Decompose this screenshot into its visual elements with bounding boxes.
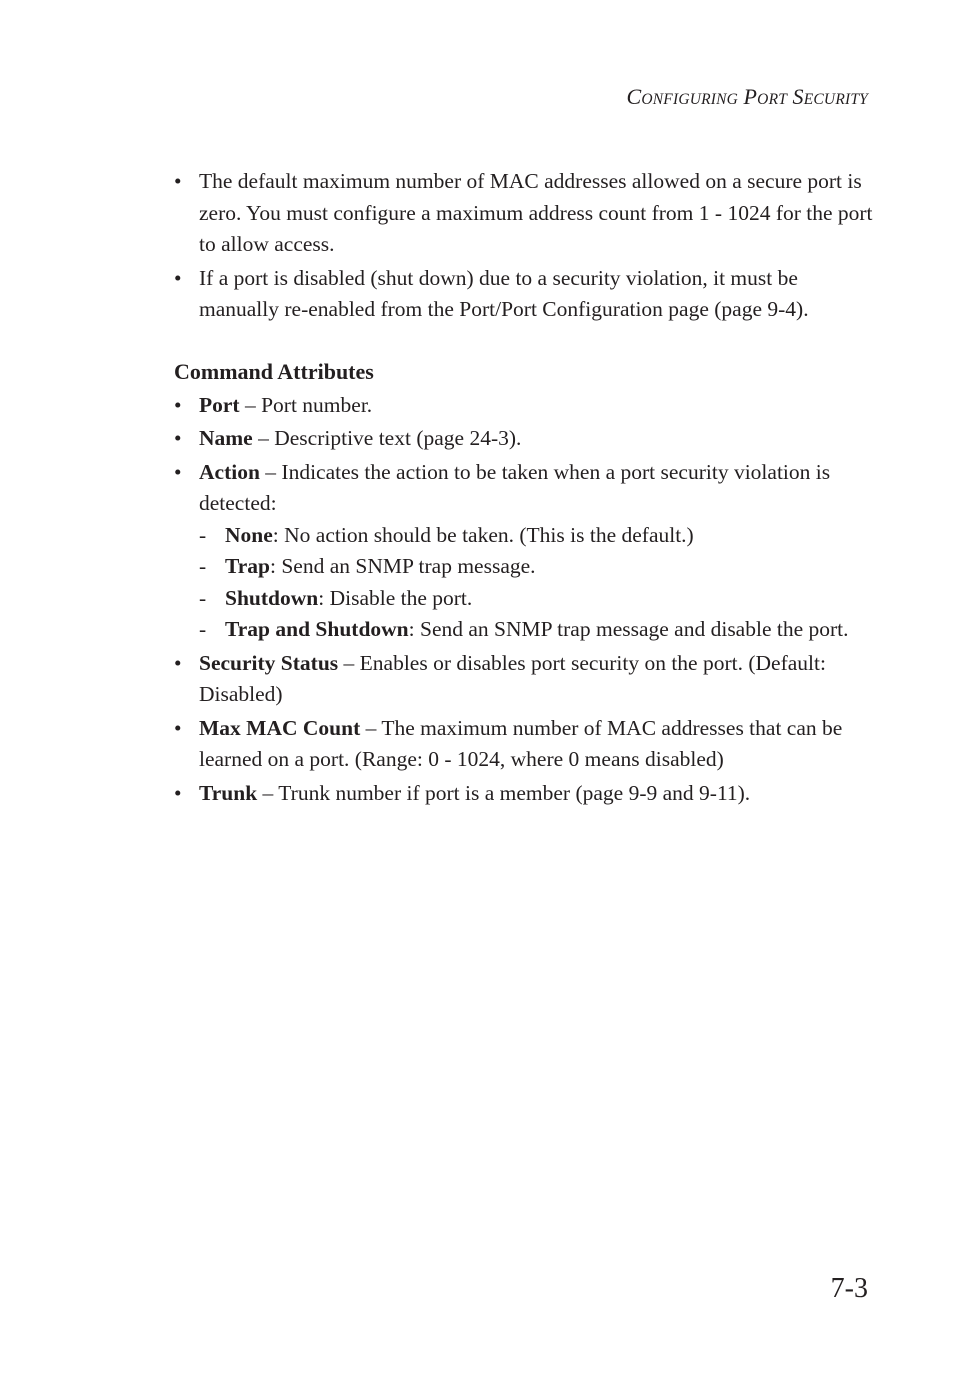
action-option-item — [199, 614, 874, 646]
attribute-desc: – The maximum number of MAC addresses that can be learned on a port. (Range: 0 - 1024, where 0 means disabled) — [199, 715, 843, 771]
attribute-item — [174, 423, 874, 455]
running-head — [626, 84, 868, 110]
note-item: • If a port is disabled (shut down) due to a security violation, it must be manually re-enabled from the Port/Port Configuration page (page 9-4). — [174, 263, 874, 326]
notes-list — [174, 166, 874, 326]
attribute-desc: – Trunk number if port is a member (page 9-9 and 9-11). — [257, 780, 751, 805]
action-option-desc: : Send an SNMP trap message and disable the port. — [408, 617, 849, 641]
attribute-desc: – Port number. — [239, 392, 373, 417]
action-option-desc: : No action should be taken. (This is the default.) — [272, 522, 694, 547]
attribute-item — [174, 390, 874, 422]
attribute-item — [174, 457, 874, 646]
action-option-item — [199, 520, 874, 552]
action-option-term: None — [225, 522, 273, 547]
attribute-term: Port — [199, 392, 240, 417]
running-head-small: ONFIGURING — [641, 91, 739, 108]
action-option-item — [199, 583, 874, 615]
attribute-desc: – Enables or disables port security on the port. (Default: Disabled) — [199, 650, 826, 706]
attribute-term: Security Status — [199, 650, 339, 675]
action-options-list — [199, 520, 874, 646]
attribute-desc: – Indicates the action to be taken when a port security violation is detected: — [199, 459, 831, 515]
running-head-cap: P — [743, 84, 758, 109]
page-body — [174, 166, 874, 811]
attribute-term: Max MAC Count — [199, 715, 361, 740]
attributes-list — [174, 390, 874, 810]
page-number: 7-3 — [830, 1273, 868, 1304]
attribute-desc: – Descriptive text (page 24-3). — [252, 426, 522, 450]
action-option-term: Shutdown — [225, 585, 319, 610]
attribute-item — [174, 648, 874, 711]
action-option-desc: : Disable the port. — [318, 585, 473, 610]
attribute-item — [174, 713, 874, 776]
section-heading: Command Attributes — [174, 358, 374, 384]
action-option-desc: : Send an SNMP trap message. — [270, 554, 536, 578]
running-head-cap: S — [792, 84, 804, 109]
running-head-small: ECURITY — [803, 91, 868, 108]
note-item: • The default maximum number of MAC addresses allowed on a secure port is zero. You must configure a maximum address count from 1 - 1024 for the port to allow access. — [174, 166, 874, 261]
attribute-term: Action — [199, 459, 260, 484]
action-option-item — [199, 551, 874, 583]
running-head-small: ORT — [757, 91, 788, 108]
attribute-term: Name — [199, 426, 253, 450]
action-option-term: Trap — [225, 554, 270, 578]
attribute-term: Trunk — [199, 780, 258, 805]
running-head-cap: C — [626, 84, 642, 109]
attribute-item — [174, 778, 874, 810]
action-option-term: Trap and Shutdown — [225, 617, 409, 641]
